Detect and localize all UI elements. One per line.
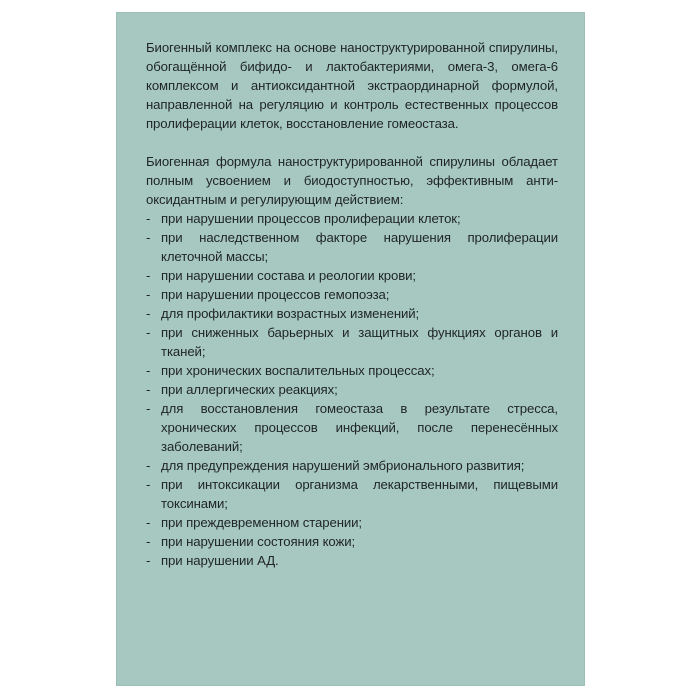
- bullet-dash: -: [146, 553, 151, 568]
- description-text-block: [146, 38, 558, 570]
- list-item: [146, 551, 558, 570]
- bullet-dash: -: [146, 306, 151, 321]
- list-item-text: для восстановления гомеостаза в результате стресса, хронических процессов инфекций, после перенесённых заболеваний;: [161, 401, 558, 454]
- bullet-dash: -: [146, 401, 151, 416]
- bullet-dash: -: [146, 268, 151, 283]
- list-item-text: для профилактики возрастных изменений;: [161, 306, 420, 321]
- bullet-dash: -: [146, 382, 151, 397]
- list-item-text: при нарушении процессов гемопоэза;: [161, 287, 390, 302]
- indications-list: [146, 209, 558, 570]
- list-item: [146, 304, 558, 323]
- list-item: [146, 456, 558, 475]
- bullet-dash: -: [146, 230, 151, 245]
- list-item: [146, 285, 558, 304]
- list-item: [146, 475, 558, 513]
- list-item-text: при преждевременном старении;: [161, 515, 362, 530]
- list-item: [146, 323, 558, 361]
- list-item: [146, 209, 558, 228]
- list-item-text: при нарушении АД.: [161, 553, 279, 568]
- bullet-dash: -: [146, 534, 151, 549]
- list-item: [146, 399, 558, 456]
- list-item: [146, 228, 558, 266]
- bullet-dash: -: [146, 211, 151, 226]
- effect-paragraph: Биогенная формула наноструктурированной спирулины обладает полным усвоением и биодоступностью, эффективным анти-оксидантным и регулирующим действием:: [146, 154, 558, 207]
- list-item-text: при хронических воспалительных процессах;: [161, 363, 435, 378]
- list-item-text: при интоксикации организма лекарственными, пищевыми токсинами;: [161, 477, 558, 511]
- bullet-dash: -: [146, 363, 151, 378]
- list-item: [146, 532, 558, 551]
- bullet-dash: -: [146, 325, 151, 340]
- bullet-dash: -: [146, 287, 151, 302]
- bullet-dash: -: [146, 458, 151, 473]
- bullet-dash: -: [146, 515, 151, 530]
- list-item-text: при аллергических реакциях;: [161, 382, 338, 397]
- list-item: [146, 380, 558, 399]
- list-item-text: при нарушении состава и реологии крови;: [161, 268, 416, 283]
- list-item-text: для предупреждения нарушений эмбрионального развития;: [161, 458, 525, 473]
- list-item-text: при сниженных барьерных и защитных функциях органов и тканей;: [161, 325, 558, 359]
- list-item: [146, 266, 558, 285]
- list-item: [146, 361, 558, 380]
- list-item-text: при нарушении состояния кожи;: [161, 534, 356, 549]
- list-item: [146, 513, 558, 532]
- list-item-text: при наследственном факторе нарушения пролиферации клеточной массы;: [161, 230, 558, 264]
- list-item-text: при нарушении процессов пролиферации клеток;: [161, 211, 461, 226]
- intro-paragraph: Биогенный комплекс на основе наноструктурированной спирулины, обогащённой бифидо- и лактобактериями, омега-3, омега-6 комплексом и антиоксидантной экстраординарной формулой, направленной на регуляцию и контроль естественных процессов пролиферации клеток, восстановление гомеостаза.: [146, 40, 558, 131]
- bullet-dash: -: [146, 477, 151, 492]
